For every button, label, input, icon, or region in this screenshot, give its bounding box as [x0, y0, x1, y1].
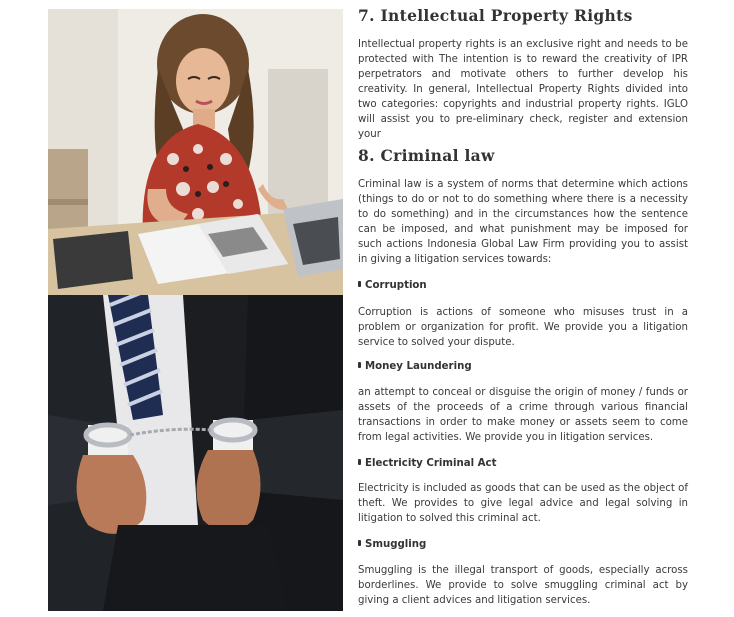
list-item-money-laundering: [358, 360, 688, 374]
woman-reading-document-photo: [48, 9, 343, 295]
money-laundering-paragraph: an attempt to conceal or disguise the origin of money / funds or assets of the proceeds of a crime through various financial transactions in order to make money or assets seem to come from legal activities. We provide you in litigation services.: [358, 387, 688, 443]
criminal-law-paragraph: Criminal law is a system of norms that determine which actions (things to do or not to do something where there is a necessity to do something) and in the circumstances how the sentence can be imposed, and what punishment may be imposed for such actions Indonesia Global Law Firm providing you to assist in giving a litigation services towards:: [358, 179, 688, 265]
corruption-paragraph: Corruption is actions of someone who misuses trust in a problem or organization for profit. We provide you a litigation service to solved your dispute.: [358, 307, 688, 348]
item-label: Money Laundering: [365, 361, 472, 372]
smuggling-paragraph: Smuggling is the illegal transport of goods, especially across borderlines. We provide to solve smuggling criminal act by giving a client advices and litigation services.: [358, 565, 688, 606]
section-heading-intellectual-property: 7. Intellectual Property Rights: [358, 6, 633, 25]
item-label: Corruption: [365, 280, 427, 291]
item-label: Smuggling: [365, 539, 427, 550]
list-item-electricity-criminal-act: [358, 457, 688, 471]
section-intellectual-property: [358, 6, 688, 25]
section-title: Criminal law: [380, 146, 495, 165]
electricity-paragraph: Electricity is included as goods that can be used as the object of theft. We provides to give legal advice and legal solving in litigation to solved this criminal act.: [358, 483, 688, 524]
list-item-corruption: [358, 279, 688, 293]
section-criminal-law: [358, 146, 688, 165]
bullet-icon: [358, 540, 361, 546]
item-label: Electricity Criminal Act: [365, 458, 497, 469]
list-item-smuggling: [358, 538, 688, 552]
intellectual-property-paragraph: Intellectual property rights is an exclusive right and needs to be protected with The intention is to reward the creativity of IPR perpetrators and motivate others to further develop his creativity. In general, Intellectual Property Rights divided into two categories: copyrights and industrial property rights. IGLO will assist you to pre-eliminary check, register and extension your: [358, 39, 688, 140]
bullet-icon: [358, 459, 361, 465]
bullet-icon: [358, 362, 361, 368]
section-title: Intellectual Property Rights: [380, 6, 633, 25]
bullet-icon: [358, 281, 361, 287]
section-heading-criminal-law: 8. Criminal law: [358, 146, 495, 165]
handcuffed-man-in-suit-photo: [48, 295, 343, 611]
